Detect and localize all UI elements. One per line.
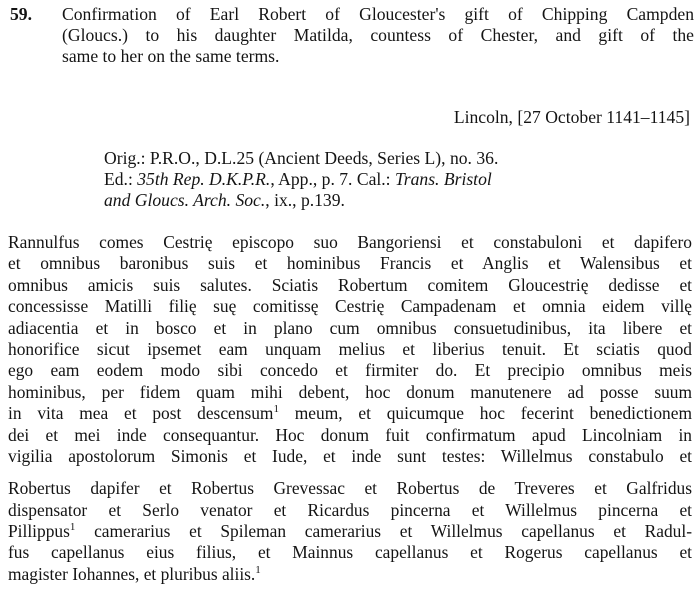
ed-report: 35th Rep. D.K.P.R. [137,169,271,189]
charter-fragment: Pillippus [8,521,70,542]
paragraph-gap [8,467,692,478]
charter-line: ego eam eodem modo sibi concedo et firmiter do. Et precipio omnibus meis [8,360,692,381]
charter-line [8,521,692,542]
charter-fragment: in vita mea et post descensum [8,403,274,424]
source-editions-cont [104,190,674,211]
ed-society: and Gloucs. Arch. Soc. [104,190,266,210]
ed-volume: , ix., p.139. [265,190,345,210]
charter-line: Robertus dapifer et Robertus Grevessac et Robertus de Treveres et Galfridus [8,478,692,499]
charter-line [8,564,692,585]
charter-line [8,403,692,424]
charter-line: adiacentia et in bosco et in plano cum omnibus consuetudinibus, ita libere et [8,317,692,338]
charter-line: concessisse Matilli filię suę comitissę Cestrię Campadenam et omnia eidem villę [8,296,692,317]
charter-line: hominibus, per fidem quam mihi debent, hoc donum manutenere ad posse suum [8,381,692,402]
charter-fragment: camerarius et Spileman camerarius et Willelmus capellanus et Radul- [75,521,692,542]
charter-line: honorifice sicut ipsemet eam unquam melius et liberius tenuit. Et sciatis quod [8,338,692,359]
footnote-marker: 1 [273,403,279,416]
footnote-marker: 1 [69,521,76,534]
title-line: (Gloucs.) to his daughter Matilda, countess of Chester, and gift of the [62,25,694,45]
charter-line: fus capellanus eius filius, et Mainnus capellanus et Rogerus capellanus et [8,542,692,563]
charter-line: omnibus amicis suis salutes. Sciatis Robertum comitem Gloucestrię dedisse et [8,274,692,295]
title-line: same to her on the same terms. [62,46,280,66]
ed-mid: , App., p. 7. Cal.: [270,169,395,189]
source-original: Orig.: P.R.O., D.L.25 (Ancient Deeds, Series L), no. 36. [104,148,499,168]
footnote-marker: 1 [255,564,261,577]
entry-title [62,4,694,67]
place-date: Lincoln, [27 October 1141–1145] [453,107,690,127]
charter-line: vigilia apostolorum Simonis et Iude, et inde sunt testes: Willelmus constabulo et [8,445,692,466]
entry-number: 59. [10,4,32,24]
charter-line: dispensator et Serlo venator et Ricardus pincerna et Willelmus pincerna et [8,499,692,520]
sources-block [104,148,674,211]
title-line: Confirmation of Earl Robert of Gloucester's gift of Chipping Campden [62,4,694,24]
charter-line: dei et mei inde consequantur. Hoc donum fuit confirmatum apud Lincolniam in [8,424,692,445]
source-editions [104,169,674,190]
charter-fragment: magister Iohannes, et pluribus aliis. [8,563,256,584]
charter-fragment: meum, et quicumque hoc fecerint benedictionem [278,403,693,424]
ed-trans: Trans. Bristol [394,169,492,189]
charter-line: et omnibus baronibus suis et hominibus Francis et Anglis et Walensibus et [8,253,692,274]
charter-line: Rannulfus comes Cestrię episcopo suo Bangoriensi et constabuloni et dapifero [8,232,692,252]
charter-text [8,232,692,585]
ed-prefix: Ed.: [104,169,138,189]
